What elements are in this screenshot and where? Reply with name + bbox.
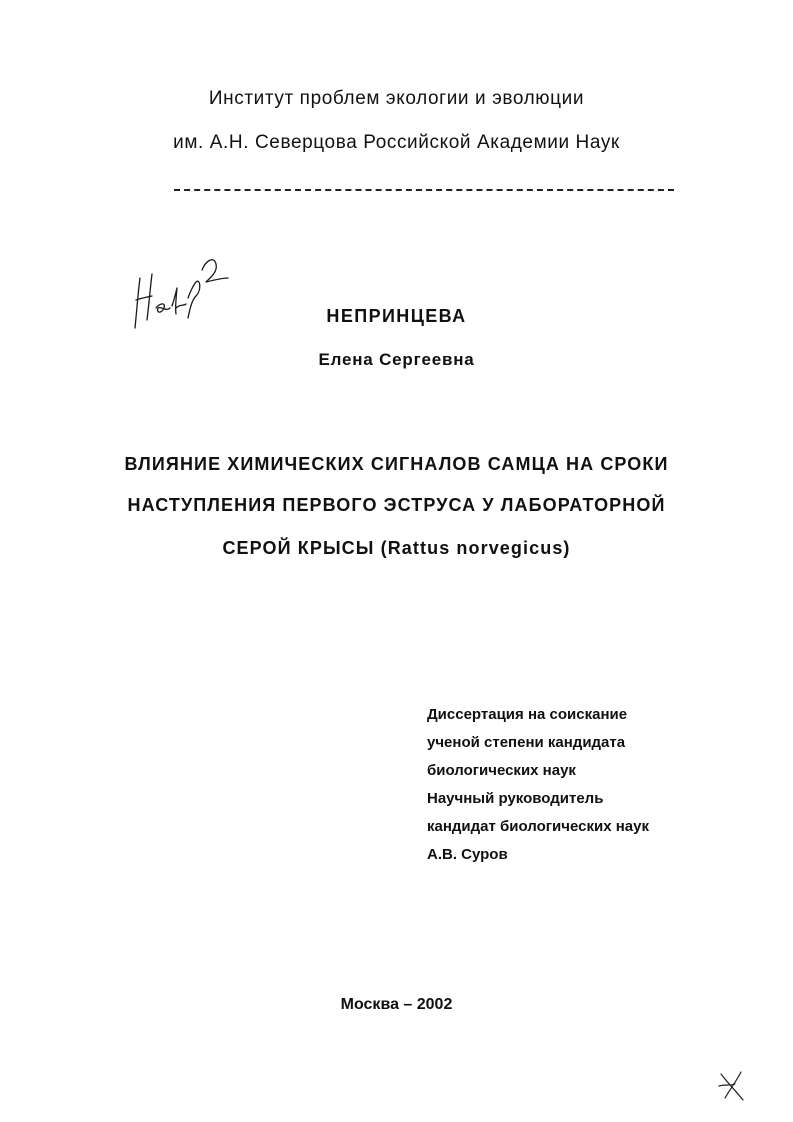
cross-mark-icon: [715, 1066, 749, 1104]
thesis-title-line-3: СЕРОЙ КРЫСЫ (Rattus norvegicus): [222, 538, 571, 558]
thesis-title-line-1: ВЛИЯНИЕ ХИМИЧЕСКИХ СИГНАЛОВ САМЦА НА СРОКИ: [124, 454, 669, 474]
dashed-separator: [174, 189, 674, 191]
dissertation-line: Диссертация на соискание: [427, 706, 628, 723]
thesis-title-line-2: НАСТУПЛЕНИЯ ПЕРВОГО ЭСТРУСА У ЛАБОРАТОРНОЙ: [127, 495, 666, 515]
author-surname: НЕПРИНЦЕВА: [326, 306, 467, 326]
author-given-names: Елена Сергеевна: [318, 350, 475, 369]
city-year: Москва – 2002: [340, 996, 453, 1013]
dissertation-line: ученой степени кандидата: [427, 734, 626, 751]
supervisor-degree: кандидат биологических наук: [427, 818, 649, 835]
dissertation-info-block: [427, 701, 767, 869]
institute-line-2: им. А.Н. Северцова Российской Академии Наук: [173, 132, 620, 153]
dissertation-line: биологических наук: [427, 762, 576, 779]
supervisor-label: Научный руководитель: [427, 790, 604, 807]
supervisor-name: А.В. Суров: [427, 846, 508, 863]
institute-line-1: Институт проблем экологии и эволюции: [208, 88, 585, 109]
